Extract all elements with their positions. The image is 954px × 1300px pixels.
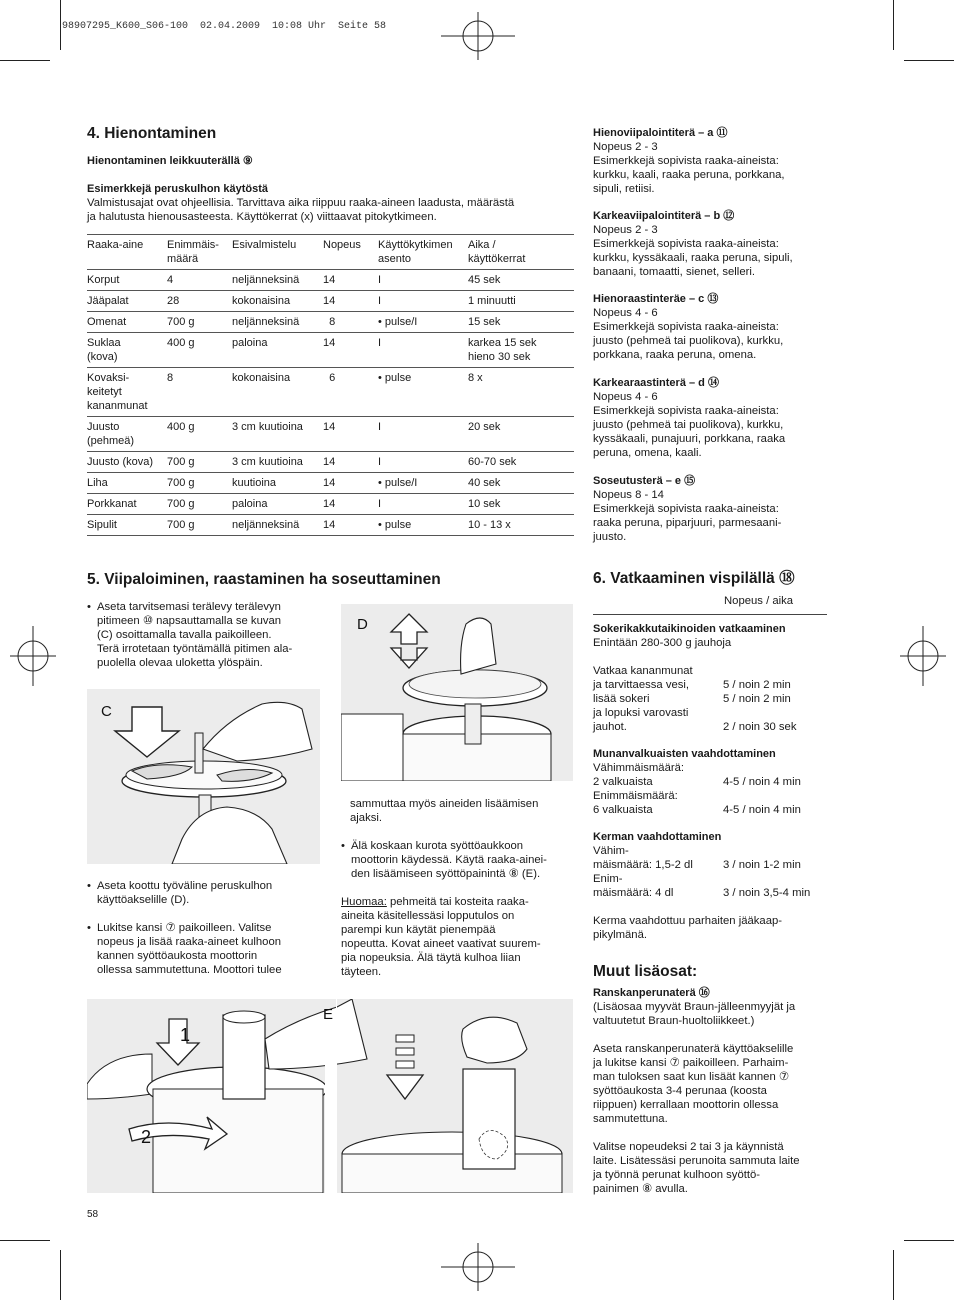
table-row [87,515,574,536]
table-cell: Omenat [87,312,167,333]
row-label: 6 valkuaista [593,804,653,816]
row-value: 2 / noin 30 sek [723,721,797,733]
table-cell: neljänneksinä [232,270,323,291]
fries-line: (Lisäosaa myyvät Braun-jälleenmyyjät ja [593,1001,796,1013]
section-6-title: 6. Vatkaaminen vispilällä ⑱ [593,570,795,587]
bullet-dot: • [87,922,91,934]
illustration-c [87,689,320,864]
disc-text: Nopeus 2 - 3 [593,224,658,236]
disc-text: Esimerkkejä sopivista raaka-aineista: [593,321,779,333]
disc-text: Esimerkkejä sopivista raaka-aineista: [593,503,779,515]
instruction-bullet [87,879,327,909]
accessories-title: Muut lisäosat: [593,963,698,980]
table-cell: 14 [323,494,378,515]
row-label: lisää sokeri [593,693,650,705]
fries-line: painimen ⑧ avulla. [593,1183,688,1195]
table-cell: Kovaksi- keitetyt kananmunat [87,368,167,417]
disc-text: Nopeus 4 - 6 [593,391,658,403]
table-row [87,291,574,312]
table-cell: 14 [323,452,378,473]
cream-note: Kerma vaahdottuu parhaiten jääkaap- pikylmänä. [593,915,783,941]
table-cell: 60-70 sek [468,452,574,473]
table-cell: 14 [323,473,378,494]
table-cell: • pulse [378,515,468,536]
table-row [87,473,574,494]
speed-header: Nopeus / aika [724,595,794,607]
table-row [87,270,574,291]
table-cell: 10 - 13 x [468,515,574,536]
disc-title: Soseutusterä – e ⑮ [593,475,696,487]
disc-title: Hienoraastinteräe – c ⑬ [593,293,719,305]
fries-line: sammutettuna. [593,1113,668,1125]
disc-title: Karkeaviipalointiterä – b ⑫ [593,210,735,222]
disc-text: raaka peruna, piparjuuri, parmesaani- [593,517,782,529]
table-cell: I [378,270,468,291]
table-row [87,368,574,417]
table-cell: Porkkanat [87,494,167,515]
table-cell: 28 [167,291,232,312]
registration-mark-icon [441,1243,515,1291]
row-value: 4-5 / noin 4 min [723,804,801,816]
disc-text: kurkku, kyssäkaali, raaka peruna, sipuli, [593,252,793,264]
table-cell: • pulse/I [378,312,468,333]
egg-title: Munanvalkuaisten vaahdottaminen [593,748,776,760]
table-cell: 45 sek [468,270,574,291]
row-label: Vatkaa kananmunat [593,665,693,677]
fries-line: riippuen) kerrallaan moottorin ollessa [593,1099,779,1111]
table-cell: 8 [167,368,232,417]
sponge-title: Sokerikakkutaikinoiden vatkaaminen [593,623,786,635]
table-cell: 3 cm kuutioina [232,417,323,452]
illustration-e [87,999,573,1193]
continued-text: sammuttaa myös aineiden lisäämisen ajaksi. [350,798,539,824]
table-cell: 20 sek [468,417,574,452]
table-cell: 700 g [167,473,232,494]
table-cell: 10 sek [468,494,574,515]
sponge-max: Enintään 280-300 g jauhoja [593,637,732,649]
fries-line: syöttöaukosta 3-4 perunaa (koosta [593,1085,767,1097]
figure-label-e: E [323,1006,334,1023]
feed-tube-drawing [87,999,573,1193]
row-value: 3 / noin 3,5-4 min [723,887,811,899]
disc-title: Hienoviipalointiterä – a ⑪ [593,127,728,139]
row-value: 5 / noin 2 min [723,693,791,705]
crop-mark [60,1250,61,1300]
row-value: 4-5 / noin 4 min [723,776,801,788]
table-cell: 6 [323,368,378,417]
crop-mark [904,1240,954,1241]
instruction-bullet [87,921,327,979]
disc-text: juusto (pehmeä tai puolikova), kurkku, [593,335,784,347]
crop-mark [893,1250,894,1300]
table-cell: Jääpalat [87,291,167,312]
row-label: ja tarvittaessa vesi, [593,679,690,691]
bullet-text: Lukitse kansi ⑦ paikoilleen. Valitse nopeus ja lisää raaka-aineet kulhoon kannen syöttöaukosta moottorin ollessa sammutettuna. Moottori tulee [97,922,282,976]
row-value: 5 / noin 2 min [723,679,791,691]
table-cell: kokonaisina [232,368,323,417]
row-label: 2 valkuaista [593,776,653,788]
table-cell: 14 [323,515,378,536]
table-header-cell: Raaka-aine [87,235,167,270]
table-cell: karkea 15 sek hieno 30 sek [468,333,574,368]
table-cell: kokonaisina [232,291,323,312]
section-5-title: 5. Viipaloiminen, raastaminen ha soseuttaminen [87,571,441,588]
disc-text: Esimerkkejä sopivista raaka-aineista: [593,155,779,167]
examples-text: ja halutusta hienousasteesta. Käyttökerrat (x) viittaavat pitokytkimeen. [87,211,437,223]
crop-mark [893,0,894,50]
disc-text: porkkana, raaka peruna, omena. [593,349,757,361]
fries-line: valtuutetut Braun-huoltoliikkeet.) [593,1015,755,1027]
row-label: Enimmäismäärä: [593,790,678,802]
figure-label-d: D [357,616,368,633]
table-cell: Liha [87,473,167,494]
cream-title: Kerman vaahdottaminen [593,831,722,843]
disc-text: sipuli, retiisi. [593,183,655,195]
table-cell: 700 g [167,515,232,536]
table-cell: 700 g [167,494,232,515]
row-label: Enim- [593,873,623,885]
table-cell: paloina [232,494,323,515]
fries-line: laite. Lisätessäsi perunoita sammuta laite [593,1155,800,1167]
table-cell: I [378,494,468,515]
row-label: mäismäärä: 4 dl [593,887,674,899]
row-value: 3 / noin 1-2 min [723,859,801,871]
table-cell: neljänneksinä [232,312,323,333]
table-cell: I [378,452,468,473]
table-cell: Sipulit [87,515,167,536]
fries-line: Aseta ranskanperunaterä käyttöakselille [593,1043,794,1055]
table-cell: Juusto (pehmeä) [87,417,167,452]
disc-text: kyssäkaali, punajuuri, porkkana, raaka [593,433,786,445]
section-4-title: 4. Hienontaminen [87,125,217,142]
fries-title: Ranskanperunaterä ⑯ [593,987,710,999]
table-row [87,333,574,368]
fries-line: ja työnnä perunat kulhoon syöttö- [593,1169,761,1181]
table-cell: I [378,291,468,312]
disc-title: Karkearaastinterä – d ⑭ [593,377,719,389]
crop-mark [0,60,50,61]
table-header-cell: Enimmäis- määrä [167,235,232,270]
table-cell: 14 [323,291,378,312]
slicer-disc-insert-drawing [87,689,320,864]
table-cell: 700 g [167,312,232,333]
row-label: Vähim- [593,845,629,857]
table-cell: 14 [323,333,378,368]
processing-table [87,234,574,536]
table-cell: paloina [232,333,323,368]
fries-line: Valitse nopeudeksi 2 tai 3 ja käynnistä [593,1141,784,1153]
instruction-bullet [87,600,327,672]
table-header-cell: Esivalmistelu [232,235,323,270]
table-row [87,494,574,515]
fries-line: ja lukitse kansi ⑦ paikoilleen. Parhaim- [593,1057,789,1069]
figure-label-2: 2 [141,1127,152,1147]
table-cell: 15 sek [468,312,574,333]
table-header-cell: Käyttökytkimen asento [378,235,468,270]
table-cell: I [378,333,468,368]
table-cell: Suklaa (kova) [87,333,167,368]
page-number: 58 [87,1209,99,1220]
table-row [87,452,574,473]
fries-line: man tuloksen saat kun lisäät kannen ⑦ [593,1071,790,1083]
examples-text: Valmistusajat ovat ohjeellisia. Tarvittava aika riippuu raaka-aineen laadusta, määrästä [87,197,515,209]
disc-text: Nopeus 4 - 6 [593,307,658,319]
figure-label-c: C [101,703,112,720]
figure-label-1: 1 [180,1025,191,1045]
table-cell: 8 [323,312,378,333]
row-label: jauhot. [593,721,627,733]
registration-mark-icon [900,626,946,686]
table-row [87,417,574,452]
table-cell: 400 g [167,333,232,368]
row-label: mäismäärä: 1,5-2 dl [593,859,693,871]
disc-text: juusto. [593,531,627,543]
illustration-d [341,604,573,781]
table-cell: Korput [87,270,167,291]
disc-text: Esimerkkejä sopivista raaka-aineista: [593,405,779,417]
table-cell: • pulse/I [378,473,468,494]
table-cell: 14 [323,270,378,291]
disc-text: banaani, tomaatti, sienet, selleri. [593,266,756,278]
bullet-dot: • [341,840,345,852]
table-cell: kuutioina [232,473,323,494]
examples-title: Esimerkkejä peruskulhon käytöstä [87,183,268,195]
table-header-cell: Aika / käyttökerrat [468,235,574,270]
divider [593,614,827,615]
crop-mark [60,0,61,50]
note-paragraph: Huomaa: pehmeitä tai kosteita raaka- aineita käsitellessäsi lopputulos on parempi kun käytät pienempää nopeutta. Kovat aineet vaativat suurem- pia nopeuksia. Älä täytä kulhoa liian täyteen. [341,896,541,978]
table-row [87,312,574,333]
print-header: 98907295_K600_S06-100 02.04.2009 10:08 Uhr Seite 58 [62,21,387,32]
section-4-subtitle: Hienontaminen leikkuuterällä ⑨ [87,155,253,167]
table-cell: 4 [167,270,232,291]
table-cell: Juusto (kova) [87,452,167,473]
row-label: Vähimmäismäärä: [593,762,685,774]
bullet-text: Aseta tarvitsemasi terälevy terälevyn pitimeen ⑩ napsauttamalla se kuvan (C) osoittamalla tavalla paikoilleen. Terä irrotetaan työntämällä pitimen ala- puolella olevaa uloketta ylöspäin. [97,601,293,669]
disc-text: kurkku, kaali, raaka peruna, porkkana, [593,169,785,181]
table-header-cell: Nopeus [323,235,378,270]
row-label: ja lopuksi varovasti [593,707,689,719]
bullet-text: Älä koskaan kurota syöttöaukkoon moottorin käydessä. Käytä raaka-ainei- den lisäämiseen syöttöpainintä ⑧ (E). [351,840,547,880]
disc-text: juusto (pehmeä tai puolikova), kurkku, [593,419,784,431]
registration-mark-icon [10,626,56,686]
bullet-dot: • [87,601,91,613]
table-cell: 8 x [468,368,574,417]
table-cell: 1 minuutti [468,291,574,312]
disc-text: peruna, omena, kaali. [593,447,702,459]
table-cell: 14 [323,417,378,452]
table-header-row [87,235,574,270]
table-cell: 700 g [167,452,232,473]
table-cell: I [378,417,468,452]
disc-assembly-drawing [341,604,573,781]
table-cell: • pulse [378,368,468,417]
crop-mark [0,1240,50,1241]
note-label: Huomaa: [341,896,387,908]
registration-mark-icon [441,12,515,60]
crop-mark [904,60,954,61]
table-cell: 40 sek [468,473,574,494]
table-cell: 3 cm kuutioina [232,452,323,473]
instruction-bullet [341,839,581,883]
disc-text: Nopeus 2 - 3 [593,141,658,153]
disc-text: Esimerkkejä sopivista raaka-aineista: [593,238,779,250]
bullet-dot: • [87,880,91,892]
table-cell: neljänneksinä [232,515,323,536]
bullet-text: Aseta koottu työväline peruskulhon käyttöakselille (D). [97,880,273,906]
table-cell: 400 g [167,417,232,452]
disc-text: Nopeus 8 - 14 [593,489,664,501]
